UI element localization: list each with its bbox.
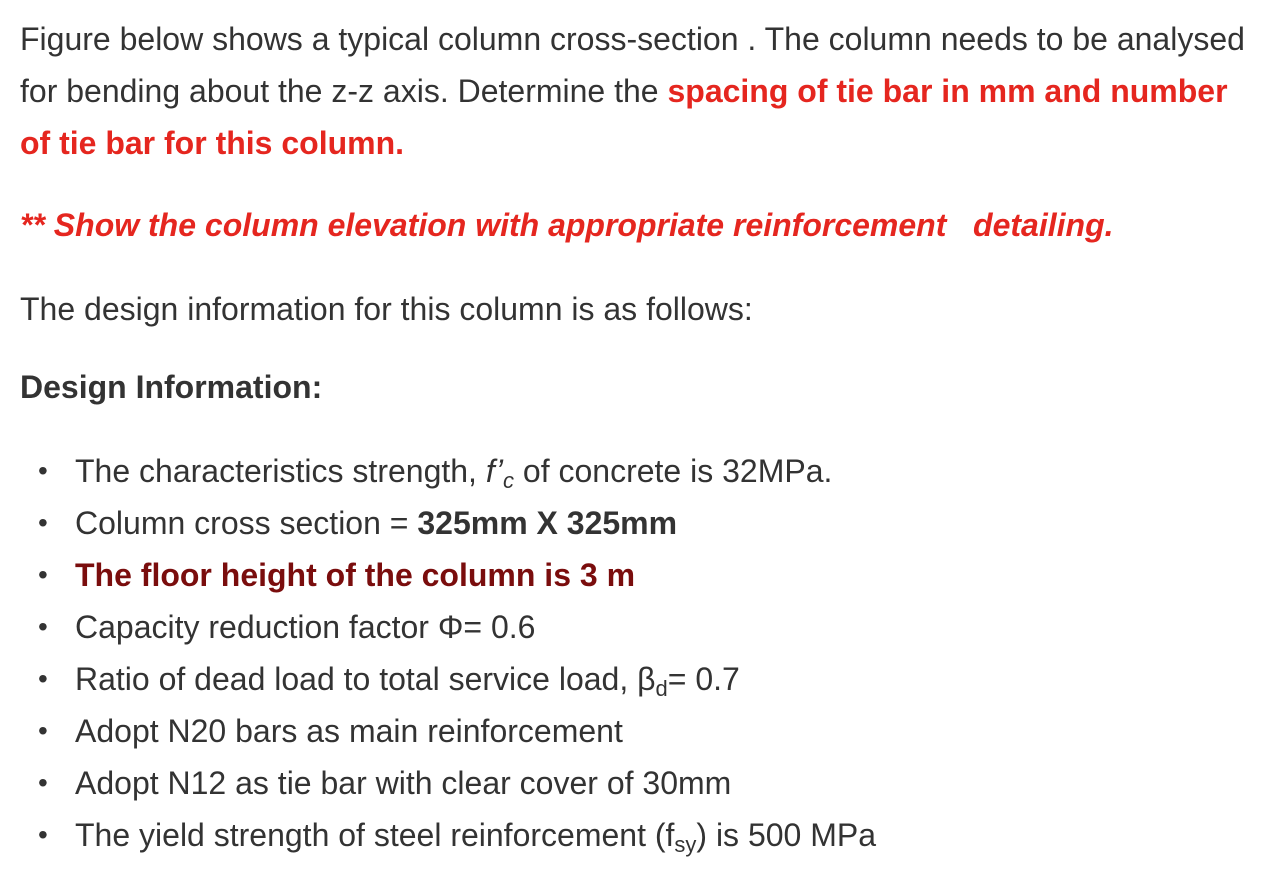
list-item-concrete-strength [20, 445, 1256, 497]
bullet-icon: • [38, 767, 48, 798]
item-text: The characteristics strength, [75, 453, 486, 489]
section-value: 325mm X 325mm [417, 505, 678, 541]
fc-symbol: f’ [485, 453, 504, 489]
bullet-icon: • [38, 663, 48, 694]
list-item-cross-section [20, 497, 1256, 549]
fsy-subscript: sy [674, 832, 697, 857]
bullet-icon: • [38, 507, 48, 538]
item-text: The yield strength of steel reinforcement (f [75, 817, 675, 853]
item-text: Capacity reduction factor Φ= 0.6 [75, 609, 536, 645]
item-text: Column cross section = [75, 505, 418, 541]
design-info-list [20, 445, 1256, 861]
intro-text: Figure below shows a typical column cross-section . The column needs to be analysed for bending about the z-z axis. Determine the [20, 21, 1245, 109]
list-item-main-bars [20, 705, 1256, 757]
fc-subscript: c [503, 468, 515, 493]
item-text: = 0.7 [667, 661, 740, 697]
document [20, 0, 1256, 861]
bullet-icon: • [38, 819, 48, 850]
bullet-icon: • [38, 611, 48, 642]
item-text: Adopt N20 bars as main reinforcement [75, 713, 623, 749]
list-item-yield-strength [20, 809, 1256, 861]
list-item-dead-load-ratio [20, 653, 1256, 705]
item-text: of concrete is 32MPa. [514, 453, 833, 489]
list-item-capacity-factor [20, 601, 1256, 653]
floor-height-text: The floor height of the column is 3 m [75, 557, 636, 593]
design-info-lead: The design information for this column is as follows: [20, 291, 753, 327]
beta-subscript: d [655, 676, 668, 701]
design-info-heading: Design Information: [20, 369, 323, 405]
item-text: Adopt N12 as tie bar with clear cover of 30mm [75, 765, 732, 801]
intro-highlight: spacing of tie bar in mm and number of tie bar for this column. [20, 73, 1228, 161]
intro-paragraph [20, 13, 1256, 169]
bullet-icon: • [38, 715, 48, 746]
list-item-floor-height [20, 549, 1256, 601]
item-text: ) is 500 MPa [696, 817, 877, 853]
elevation-note: ** Show the column elevation with appropriate reinforcement detailing. [20, 207, 1114, 243]
bullet-icon: • [38, 559, 48, 590]
list-item-tie-bars [20, 757, 1256, 809]
item-text: Ratio of dead load to total service load, β [75, 661, 656, 697]
bullet-icon: • [38, 455, 48, 486]
